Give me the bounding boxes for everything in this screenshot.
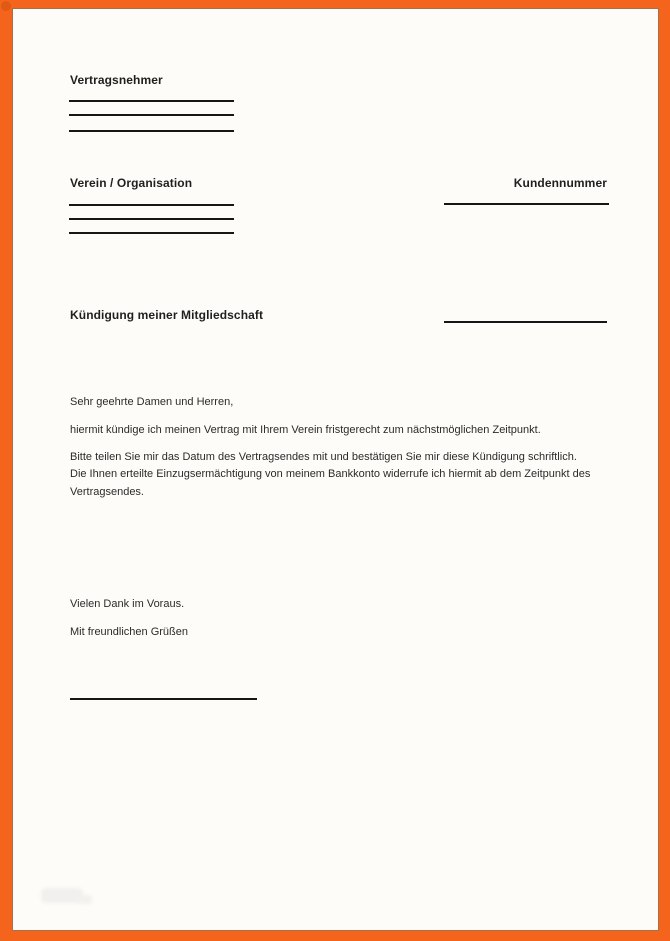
letter-page <box>12 8 659 931</box>
body-text-line-4: Vertragsendes. <box>70 486 144 498</box>
organization-fill-line-2 <box>69 218 234 220</box>
contract-holder-fill-line-3 <box>69 130 234 132</box>
closing-text: Mit freundlichen Grüßen <box>70 626 188 638</box>
signature-fill-line <box>70 698 257 700</box>
contract-holder-fill-line-1 <box>69 100 234 102</box>
thanks-text: Vielen Dank im Voraus. <box>70 598 185 610</box>
subject-label: Kündigung meiner Mitgliedschaft <box>70 308 264 322</box>
organization-fill-line-3 <box>69 232 234 234</box>
salutation-text: Sehr geehrte Damen und Herren, <box>70 396 234 408</box>
frame-corner-dot <box>1 1 11 11</box>
body-text-line-3: Die Ihnen erteilte Einzugsermächtigung von meinem Bankkonto widerrufe ich hiermit ab dem Zeitpunkt des <box>70 468 591 480</box>
watermark <box>41 888 83 903</box>
contract-holder-label: Vertragsnehmer <box>70 73 163 87</box>
body-text-line-2: Bitte teilen Sie mir das Datum des Vertragsendes mit und bestätigen Sie mir diese Kündigung schriftlich. <box>70 451 577 463</box>
customer-number-fill-line <box>444 203 609 205</box>
organization-label: Verein / Organisation <box>70 176 193 190</box>
customer-number-label: Kundennummer <box>513 176 607 190</box>
organization-fill-line-1 <box>69 204 234 206</box>
subject-fill-line <box>444 321 607 323</box>
contract-holder-fill-line-2 <box>69 114 234 116</box>
body-text-line-1: hiermit kündige ich meinen Vertrag mit Ihrem Verein fristgerecht zum nächstmöglichen Zeitpunkt. <box>70 424 541 436</box>
